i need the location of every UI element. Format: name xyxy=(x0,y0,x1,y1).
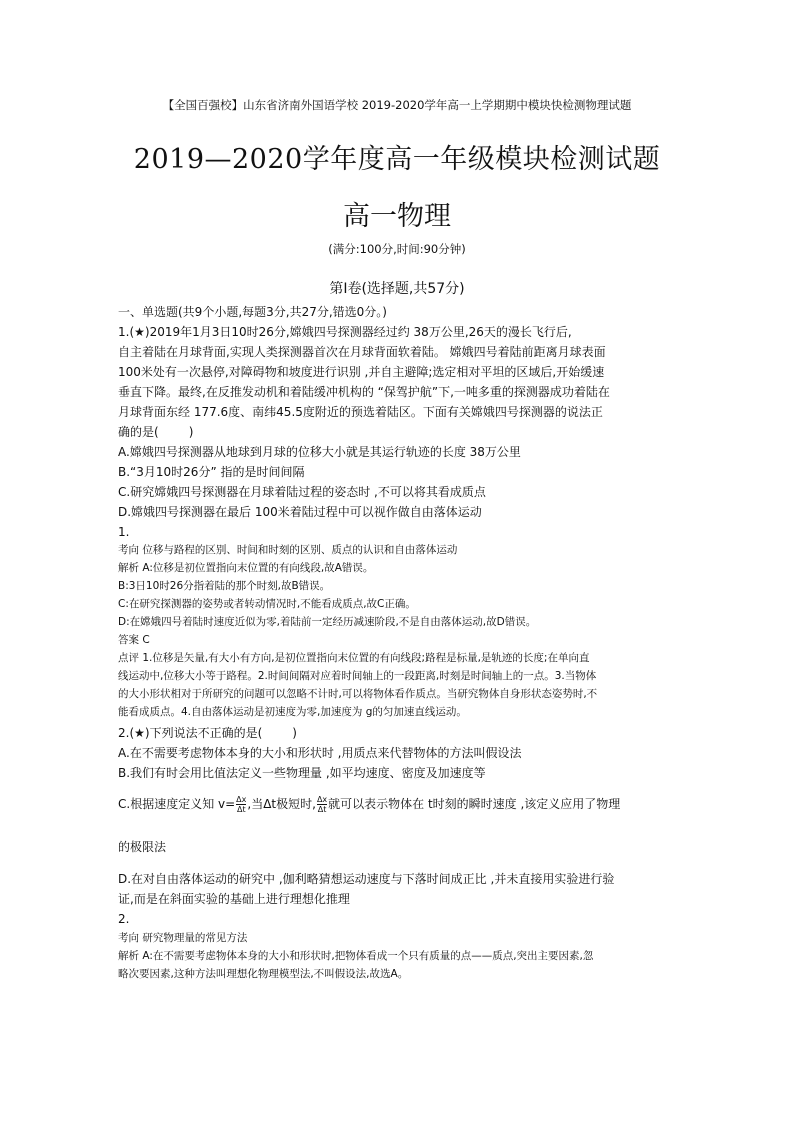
q1-analysis-line: 解析 A:位移是初位置指向末位置的有向线段,故A错误。 xyxy=(118,562,374,574)
q1-analysis-line: D:在嫦娥四号着陆时速度近似为零,着陆前一定经历减速阶段,不是自由落体运动,故D错误。 xyxy=(118,616,537,628)
q1-comment-line: 的大小形状相对于所研究的问题可以忽略不计时,可以将物体看作质点。当研究物体自身形状态姿势时,不 xyxy=(118,688,598,700)
subject-title: 高一物理 xyxy=(343,201,451,232)
q2-option-b: B.我们有时会用比值法定义一些物理量 ,如平均速度、密度及加速度等 xyxy=(118,766,486,780)
fraction-denominator: Δt xyxy=(236,805,246,814)
q2-analysis-line: 解析 A:在不需要考虑物体本身的大小和形状时,把物体看成一个只有质量的点——质点,突出主要因素,忽 xyxy=(118,950,594,962)
q1-option-d: D.嫦娥四号探测器在最后 100米着陆过程中可以视作做自由落体运动 xyxy=(118,505,482,519)
q2-analysis-line: 略次要因素,这种方法叫理想化物理模型法,不叫假设法,故选A。 xyxy=(118,968,409,980)
q2-option-c xyxy=(118,793,678,815)
section-instruction: 一、单选题(共9个小题,每题3分,共27分,错选0分。) xyxy=(118,305,387,319)
q2-option-c-text: ,当Δt极短时, xyxy=(247,797,316,811)
section-title: 第Ⅰ卷(选择题,共57分) xyxy=(329,281,465,297)
q1-stem-line: 1.(★)2019年1月3日10时26分,嫦娥四号探测器经过约 38万公里,26天的漫长飞行后, xyxy=(118,325,572,339)
q1-number-label: 1. xyxy=(118,525,130,539)
q1-option-c: C.研究嫦娥四号探测器在月球着陆过程的姿态时 ,不可以将其看成质点 xyxy=(118,485,486,499)
q2-analysis-line: 考向 研究物理量的常见方法 xyxy=(118,932,248,944)
q1-comment-line: 点评 1.位移是矢量,有大小有方向,是初位置指向末位置的有向线段;路程是标量,是轨迹的长度;在单向直 xyxy=(118,652,590,664)
fraction-numerator: Δx xyxy=(236,795,247,804)
q1-comment-line: 能看成质点。4.自由落体运动是初速度为零,加速度为 g的匀加速直线运动。 xyxy=(118,706,467,718)
q2-option-d-line: 证,而是在斜面实验的基础上进行理想化推理 xyxy=(118,892,350,906)
q2-option-c-text: C.根据速度定义知 v= xyxy=(118,797,236,811)
q1-option-b: B.“3月10时26分” 指的是时间间隔 xyxy=(118,465,305,479)
q2-option-c-text: 就可以表示物体在 t时刻的瞬时速度 ,该定义应用了物理 xyxy=(328,797,621,811)
q1-stem-line: 月球背面东经 177.6度、南纬45.5度附近的预选着陆区。下面有关嫦娥四号探测器的说法正 xyxy=(118,405,603,419)
velocity-fraction xyxy=(317,795,327,814)
velocity-fraction xyxy=(236,795,246,814)
q1-answer: 答案 C xyxy=(118,634,150,646)
q1-analysis-line: B:3日10时26分指着陆的那个时刻,故B错误。 xyxy=(118,580,331,592)
q1-option-a: A.嫦娥四号探测器从地球到月球的位移大小就是其运行轨迹的长度 38万公里 xyxy=(118,445,521,459)
q2-stem-close: ) xyxy=(292,726,297,740)
q1-analysis-line: 考向 位移与路程的区别、时间和时刻的区别、质点的认识和自由落体运动 xyxy=(118,544,458,556)
q1-stem-line xyxy=(118,424,678,440)
q2-stem-text: 2.(★)下列说法不正确的是( xyxy=(118,726,263,740)
q1-stem-close: ) xyxy=(188,425,194,439)
q1-stem-line: 垂直下降。最终,在反推发动机和着陆缓冲机构的 “保驾护航”下,一吨多重的探测器成功着陆在 xyxy=(118,385,610,399)
q1-stem-text: 确的是( xyxy=(118,425,159,439)
header-note: 【全国百强校】山东省济南外国语学校 2019-2020学年高一上学期期中模块快检测物理试题 xyxy=(162,98,632,112)
q2-option-d-line: D.在对自由落体运动的研究中 ,伽利略猜想运动速度与下落时间成正比 ,并未直接用实验进行验 xyxy=(118,872,615,886)
q2-number-label: 2. xyxy=(118,912,130,926)
q2-stem xyxy=(118,725,678,741)
q1-comment-line: 线运动中,位移大小等于路程。2.时间间隔对应着时间轴上的一段距离,时刻是时间轴上的一点。3.当物体 xyxy=(118,670,597,682)
fraction-numerator: Δx xyxy=(316,795,328,804)
q2-option-c-continued: 的极限法 xyxy=(118,840,167,854)
q2-option-a: A.在不需要考虑物体本身的大小和形状时 ,用质点来代替物体的方法叫假设法 xyxy=(118,746,522,760)
q1-stem-line: 自主着陆在月球背面,实现人类探测器首次在月球背面软着陆。 嫦娥四号着陆前距离月球表面 xyxy=(118,345,606,359)
q1-stem-line: 100米处有一次悬停,对障碍物和坡度进行识别 ,并自主避障;选定相对平坦的区域后,开始缓速 xyxy=(118,365,605,379)
exam-info: (满分:100分,时间:90分钟) xyxy=(328,242,466,256)
q1-analysis-line: C:在研究探测器的姿势或者转动情况时,不能看成质点,故C正确。 xyxy=(118,598,416,610)
fraction-denominator: Δt xyxy=(317,805,327,814)
page-title: 2019—2020学年度高一年级模块检测试题 xyxy=(133,144,661,175)
